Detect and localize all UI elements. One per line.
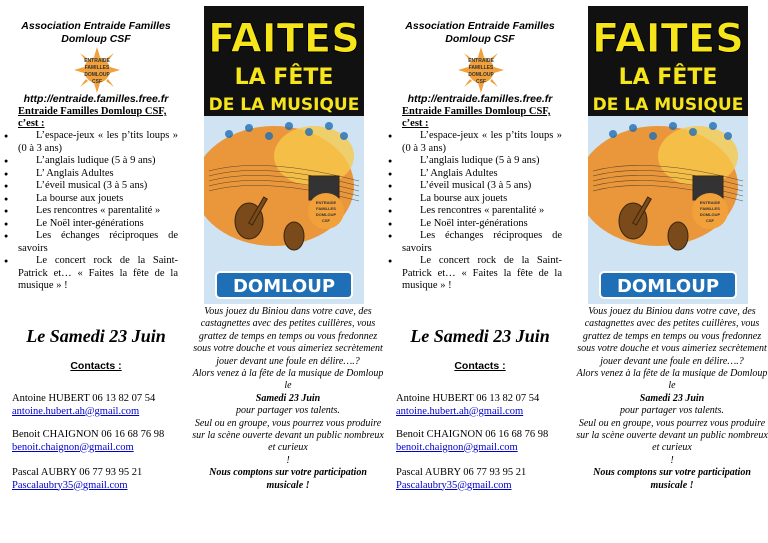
contact-name: Benoit CHAIGNON 06 16 68 76 98 (396, 429, 549, 440)
list-item: ● Le concert rock de la Saint-Patrick et… « Faites la fête de la musique » ! (402, 255, 562, 293)
poster-title-3: DE LA MUSIQUE (208, 95, 360, 115)
badge-text: DOMLOUP (315, 212, 337, 217)
website-url: http://entraide.familles.free.fr (23, 93, 169, 105)
logo-text: FAMILLES (84, 65, 110, 71)
badge-text: FAMILLES (700, 206, 720, 211)
association-title: Association Entraide Familles Domloup CSF (21, 20, 171, 45)
list-item: ● Les échanges réciproques de savoirs (402, 230, 562, 255)
fete-musique-poster (588, 6, 748, 304)
badge-text: ENTRAIDE (699, 200, 721, 205)
poster-column (576, 0, 768, 543)
activity-list (18, 130, 178, 293)
contacts-heading: Contacts : (70, 360, 122, 372)
poster-title-1: FAITES (592, 16, 744, 62)
contact-email-link[interactable]: Pascalaubry35@gmail.com (396, 479, 512, 491)
logo-text: CSF (476, 79, 486, 85)
fete-musique-poster (204, 6, 364, 304)
logo-text: ENTRAIDE (468, 58, 494, 64)
list-item: ● L’espace-jeux « les p’tits loups » (0 à 3 ans) (18, 130, 178, 155)
list-item: ● Le Noël inter-générations (18, 218, 178, 231)
poster-town: DOMLOUP (616, 276, 720, 297)
contact-email-link[interactable]: antoine.hubert.ah@gmail.com (396, 405, 524, 417)
list-item: ● Le concert rock de la Saint-Patrick et… « Faites la fête de la musique » ! (18, 255, 178, 293)
contact-email-link[interactable]: Pascalaubry35@gmail.com (12, 479, 128, 491)
poster-column (192, 0, 384, 543)
list-item: ● Les rencontres « parentalité » (402, 205, 562, 218)
list-item: ● L’anglais ludique (5 à 9 ans) (18, 155, 178, 168)
poster-title-3: DE LA MUSIQUE (592, 95, 744, 115)
logo-text: CSF (92, 79, 102, 85)
list-item: ● L’ Anglais Adultes (18, 168, 178, 181)
info-column (0, 0, 192, 543)
association-title: Association Entraide Familles Domloup CSF (405, 20, 555, 45)
event-date: Le Samedi 23 Juin (410, 326, 550, 346)
badge-text: CSF (706, 218, 714, 223)
list-item: ● L’anglais ludique (5 à 9 ans) (402, 155, 562, 168)
contact-email-link[interactable]: benoit.chaignon@gmail.com (396, 441, 518, 453)
poster-title-2: LA FÊTE (234, 65, 334, 90)
badge-text: ENTRAIDE (315, 200, 337, 205)
association-logo (458, 47, 504, 93)
contact-entry (12, 429, 187, 454)
contact-entry (396, 429, 571, 454)
intro-heading: Entraide Familles Domloup CSF, c’est : (18, 106, 167, 129)
list-item: ● La bourse aux jouets (402, 193, 562, 206)
logo-text: DOMLOUP (468, 72, 494, 78)
contact-name: Benoit CHAIGNON 06 16 68 76 98 (12, 429, 165, 440)
logo-text: FAMILLES (468, 65, 494, 71)
list-item: ● Le Noël inter-générations (402, 218, 562, 231)
contact-email-link[interactable]: antoine.hubert.ah@gmail.com (12, 405, 140, 417)
badge-text: FAMILLES (316, 206, 336, 211)
contact-name: Pascal AUBRY 06 77 93 95 21 (396, 467, 527, 478)
list-item: ● La bourse aux jouets (18, 193, 178, 206)
website-url: http://entraide.familles.free.fr (407, 93, 553, 105)
contact-entry (12, 393, 187, 418)
contact-entry (396, 393, 571, 418)
contact-name: Antoine HUBERT 06 13 82 07 54 (396, 393, 540, 404)
info-column (384, 0, 576, 543)
list-item: ● L’éveil musical (3 à 5 ans) (402, 180, 562, 193)
poster-title-2: LA FÊTE (618, 65, 718, 90)
activity-list (402, 130, 562, 293)
poster-town: DOMLOUP (232, 276, 336, 297)
list-item: ● L’éveil musical (3 à 5 ans) (18, 180, 178, 193)
list-item: ● Les rencontres « parentalité » (18, 205, 178, 218)
event-description: Vous jouez du Biniou dans votre cave, des castagnettes avec des petites cuillères, vous grattez de temps en temps ou vous fredonnez sous votre douche et vous aimeriez secrètement jouer devant une foule en délire….? Alors venez à la fête de la musique de Domloup le Samedi 23 Juin pour partager vos talents. Seul ou en groupe, vous pourrez vous produire sur la scène ouverte devant un public nombreux et curieux ! Nous comptons sur votre participation musicale ! (192, 306, 384, 491)
list-item: ● L’espace-jeux « les p’tits loups » (0 à 3 ans) (402, 130, 562, 155)
contact-email-link[interactable]: benoit.chaignon@gmail.com (12, 441, 134, 453)
event-date: Le Samedi 23 Juin (26, 326, 166, 346)
logo-text: ENTRAIDE (84, 58, 110, 64)
contact-entry (396, 467, 571, 492)
list-item: ● L’ Anglais Adultes (402, 168, 562, 181)
badge-text: CSF (322, 218, 330, 223)
contact-name: Antoine HUBERT 06 13 82 07 54 (12, 393, 156, 404)
logo-text: DOMLOUP (84, 72, 110, 78)
badge-text: DOMLOUP (699, 212, 721, 217)
association-logo (74, 47, 120, 93)
intro-heading: Entraide Familles Domloup CSF, c’est : (402, 106, 551, 129)
event-description: Vous jouez du Biniou dans votre cave, des castagnettes avec des petites cuillères, vous grattez de temps en temps ou vous fredonnez sous votre douche et vous aimeriez secrètement jouer devant une foule en délire….? Alors venez à la fête de la musique de Domloup le Samedi 23 Juin pour partager vos talents. Seul ou en groupe, vous pourrez vous produire sur la scène ouverte devant un public nombreux et curieux ! Nous comptons sur votre participation musicale ! (576, 306, 768, 491)
list-item: ● Les échanges réciproques de savoirs (18, 230, 178, 255)
poster-title-1: FAITES (208, 16, 360, 62)
contact-name: Pascal AUBRY 06 77 93 95 21 (12, 467, 143, 478)
contact-entry (12, 467, 187, 492)
flyer-copy-2 (384, 0, 768, 543)
contacts-heading: Contacts : (454, 360, 506, 372)
